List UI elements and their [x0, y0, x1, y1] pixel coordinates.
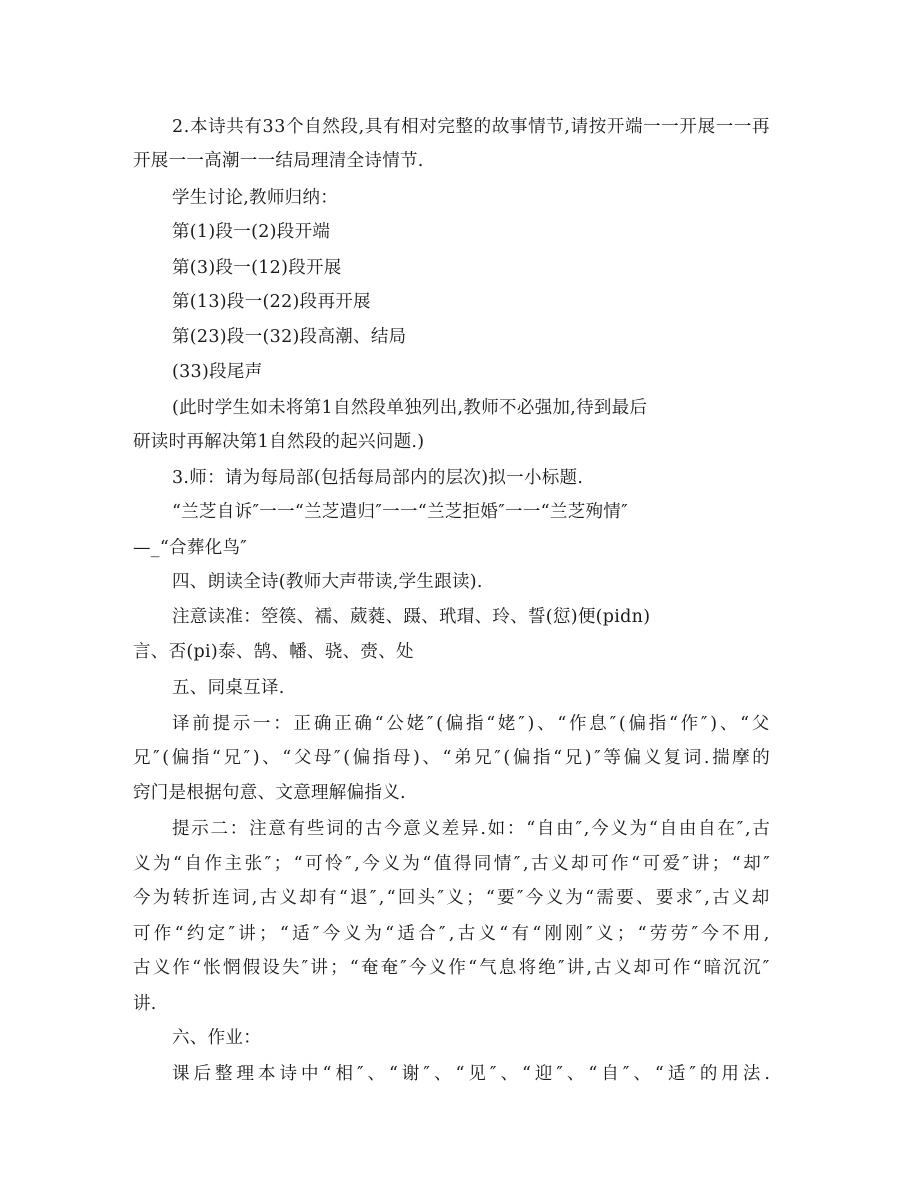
hint-one-line-1: 译前提示一：正确正确“公姥″(偏指“姥″)、“作息″(偏指“作″)、“父	[172, 714, 773, 734]
hint-one-line-2: 兄″(偏指“兄″)、“父母″(偏指母)、“弟兄″(偏指“兄)″等偏义复词.揣摩的	[133, 748, 773, 768]
heading-homework: 六、作业：	[172, 1028, 261, 1048]
paragraph-task-2-line-1: 2.本诗共有33个自然段,具有相对完整的故事情节,请按开端一一开展一一再	[172, 117, 771, 137]
section-item-5: (33)段尾声	[172, 362, 263, 382]
hint-one-line-3: 窍门是根据句意、文意理解偏指义.	[133, 783, 406, 803]
paragraph-task-3: 3.师：请为每局部(包括每局部内的层次)拟一小标题.	[172, 468, 584, 488]
hint-two-line-2: 义为“自作主张″；“可怜″,今义为“值得同情″,古义却可作“可爱″讲；“却″	[133, 854, 773, 874]
hint-two-line-4: 可作“约定″讲；“适″今义为“适合″,古义“有“刚刚″义；“劳劳″今不用,	[133, 924, 773, 944]
hint-two-line-6: 讲.	[133, 994, 157, 1014]
note-line-1: (此时学生如未将第1自然段单独列出,教师不必强加,待到最后	[172, 398, 648, 418]
section-item-2: 第(3)段一(12)段开展	[172, 258, 342, 278]
subtitle-chain-line-2: —_“合葬化鸟″	[133, 538, 248, 558]
pronunciation-line-1: 注意读准：箜篌、襦、葳蕤、蹑、玳瑁、玲、誓(愆)便(pidn)	[172, 607, 651, 627]
subtitle-chain-line-1: “兰芝自诉″一一“兰芝遣归″一一“兰芝拒婚″一一“兰芝殉情″	[172, 502, 628, 522]
homework-text: 课后整理本诗中“相″、“谢″、“见″、“迎″、“自″、“适″的用法.	[172, 1064, 774, 1084]
pronunciation-line-2: 言、否(pi)泰、鹄、幡、骁、赍、处	[133, 642, 414, 662]
paragraph-task-2-line-2: 开展一一高潮一一结局理清全诗情节.	[133, 151, 424, 171]
hint-two-line-1: 提示二：注意有些词的古今意义差异.如：“自由″,今义为“自由自在″,古	[172, 819, 772, 839]
section-item-1: 第(1)段一(2)段开端	[172, 222, 331, 242]
heading-translation: 五、同桌互译.	[172, 678, 285, 698]
heading-reading: 四、朗读全诗(教师大声带读,学生跟读).	[172, 572, 483, 592]
section-item-3: 第(13)段一(22)段再开展	[172, 292, 371, 312]
hint-two-line-3: 今为转折连词,古义却有“退″,“回头″义；“要″今义为“需要、要求″,古义却	[133, 888, 772, 908]
hint-two-line-5: 古义作“怅惘假设失″讲；“奄奄″今义作“气息将绝″讲,古义却可作“暗沉沉″	[133, 958, 772, 978]
discussion-intro: 学生讨论,教师归纳：	[172, 188, 339, 208]
section-item-4: 第(23)段一(32)段高潮、结局	[172, 327, 407, 347]
note-line-2: 研读时再解决第1自然段的起兴问题.)	[133, 432, 425, 452]
